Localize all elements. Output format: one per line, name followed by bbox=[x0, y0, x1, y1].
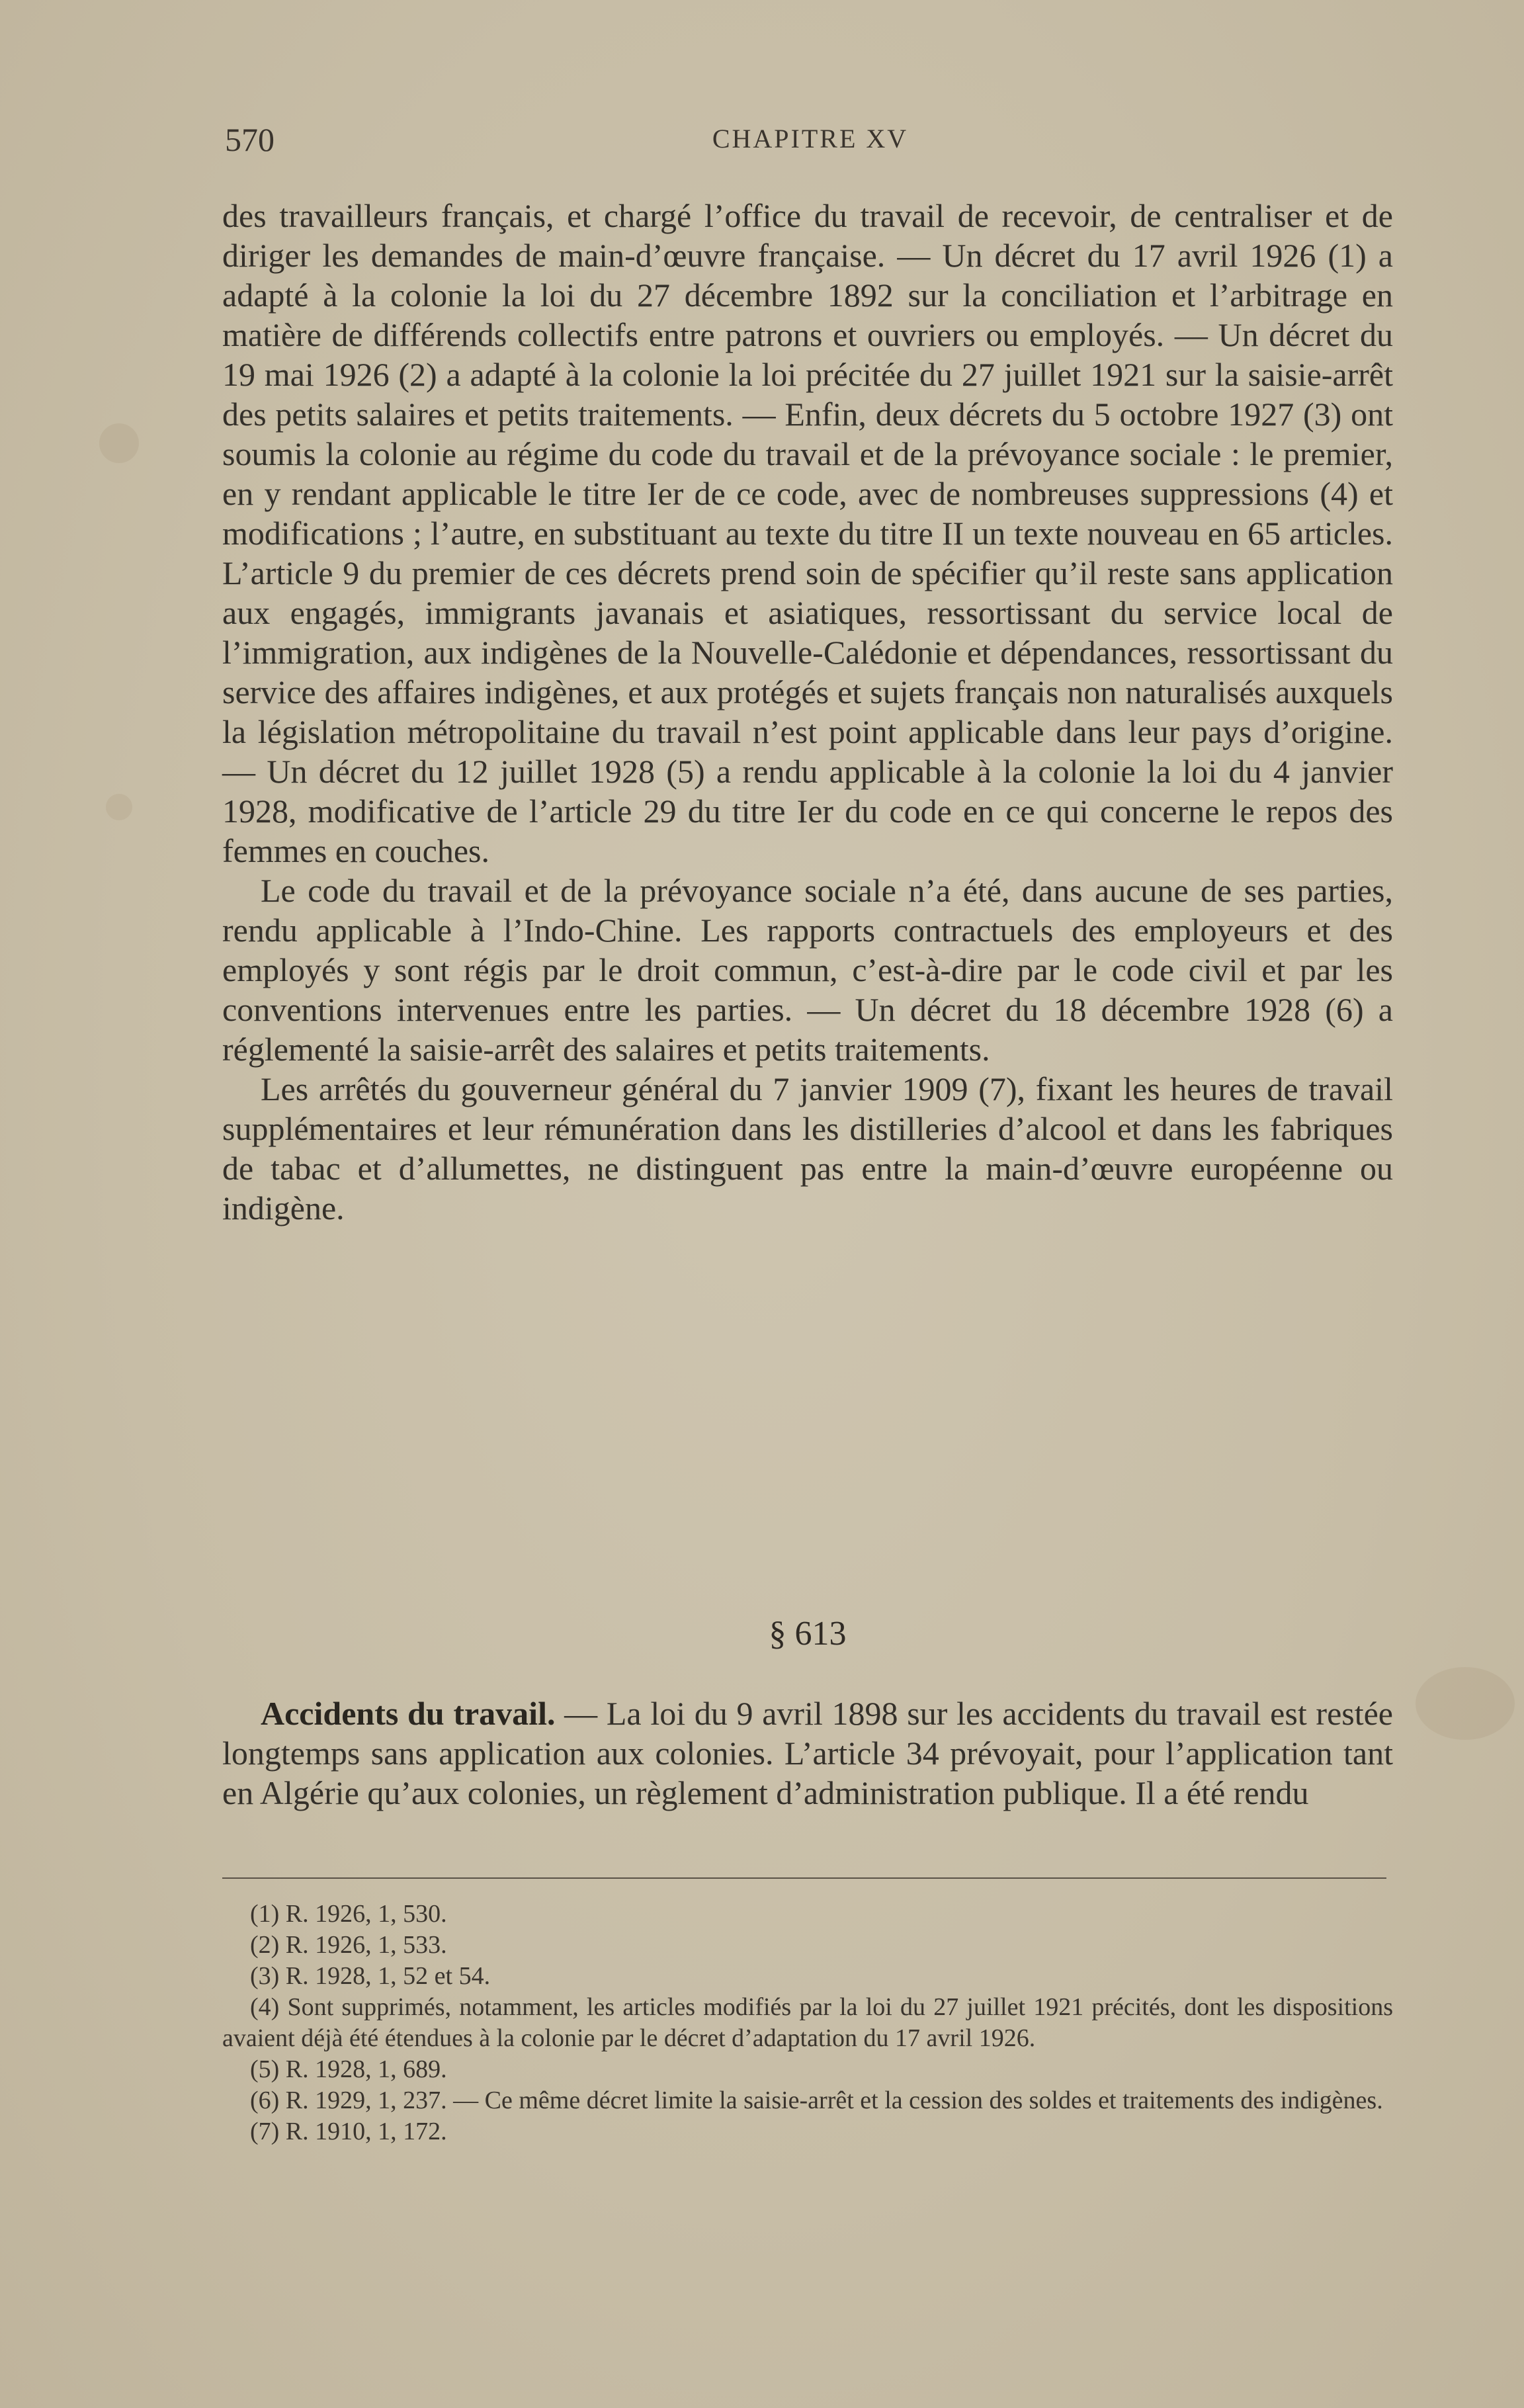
page-header bbox=[225, 120, 1396, 167]
paper-stain bbox=[99, 423, 139, 463]
section-paragraph bbox=[222, 1694, 1393, 1813]
footnote: (6) R. 1929, 1, 237. — Ce même décret limite la saisie-arrêt et la cession des soldes et traitements des indigènes. bbox=[250, 2086, 1383, 2114]
paper-stain bbox=[1416, 1667, 1515, 1740]
footnote: (1) R. 1926, 1, 530. bbox=[250, 1900, 447, 1928]
footnote-divider bbox=[222, 1877, 1386, 1879]
section-text: — La loi du 9 avril 1898 sur les accidents du travail est restée longtemps sans application aux colonies. L’article 34 prévoyait, pour l’application tant en Algérie qu’aux colonies, un règlement d’administration publique. Il a été rendu bbox=[222, 1695, 1394, 1811]
paper-stain bbox=[106, 794, 132, 820]
section-mark: § 613 bbox=[769, 1615, 847, 1653]
footnote: (4) Sont supprimés, notamment, les articles modifiés par la loi du 27 juillet 1921 précités, dont les dispositions avaient déjà été étendues à la colonie par le décret d’adaptation du 17 avril 1926. bbox=[222, 1993, 1393, 2052]
footnote: (7) R. 1910, 1, 172. bbox=[250, 2118, 447, 2145]
paragraph: des travailleurs français, et chargé l’office du travail de recevoir, de centraliser et de diriger les demandes de main-d’œuvre française. — Un décret du 17 avril 1926 (1) a adapté à la colonie la loi du 27 décembre 1892 sur la conciliation et l’arbitrage en matière de différends collectifs entre patrons et ouvriers ou employés. — Un décret du 19 mai 1926 (2) a adapté à la colonie la loi précitée du 27 juillet 1921 sur la saisie-arrêt des petits salaires et petits traitements. — Enfin, deux décrets du 5 octobre 1927 (3) ont soumis la colonie au régime du code du travail et de la prévoyance sociale : le premier, en y rendant applicable le titre Ier de ce code, avec de nombreuses suppressions (4) et modifications ; l’autre, en substituant au texte du titre II un texte nouveau en 65 articles. L’article 9 du premier de ces décrets prend soin de spécifier qu’il reste sans application aux engagés, immigrants javanais et asiatiques, ressortissant du service local de l’immigration, aux indigènes de la Nouvelle-Calédonie et dépendances, ressortissant du service des affaires indigènes, et aux protégés et sujets français non naturalisés auxquels la législation métropolitaine du travail n’est point applicable dans leur pays d’origine. — Un décret du 12 juillet 1928 (5) a rendu applicable à la colonie la loi du 4 janvier 1928, modificative de l’article 29 du titre Ier du code en ce qui concerne le repos des femmes en couches. bbox=[222, 197, 1393, 869]
paragraph: Le code du travail et de la prévoyance sociale n’a été, dans aucune de ses parties, rendu applicable à l’Indo-Chine. Les rapports contractuels des employeurs et des employés y sont régis par le droit commun, c’est-à-dire par le code civil et par les conventions intervenues entre les parties. — Un décret du 18 décembre 1928 (6) a réglementé la saisie-arrêt des salaires et petits traitements. bbox=[222, 872, 1393, 1068]
running-head: CHAPITRE XV bbox=[712, 124, 909, 153]
footnote: (3) R. 1928, 1, 52 et 54. bbox=[250, 1962, 491, 1990]
footnote: (2) R. 1926, 1, 533. bbox=[250, 1931, 447, 1959]
main-text bbox=[222, 196, 1393, 1228]
footnote: (5) R. 1928, 1, 689. bbox=[250, 2055, 447, 2083]
page-number: 570 bbox=[225, 121, 275, 158]
section-heading: Accidents du travail. bbox=[261, 1695, 556, 1732]
footnotes bbox=[222, 1899, 1393, 2147]
paragraph: Les arrêtés du gouverneur général du 7 janvier 1909 (7), fixant les heures de travail supplémentaires et leur rémunération dans les distilleries d’alcool et dans les fabriques de tabac et d’allumettes, ne distinguent pas entre la main-d’œuvre européenne ou indigène. bbox=[222, 1070, 1393, 1226]
